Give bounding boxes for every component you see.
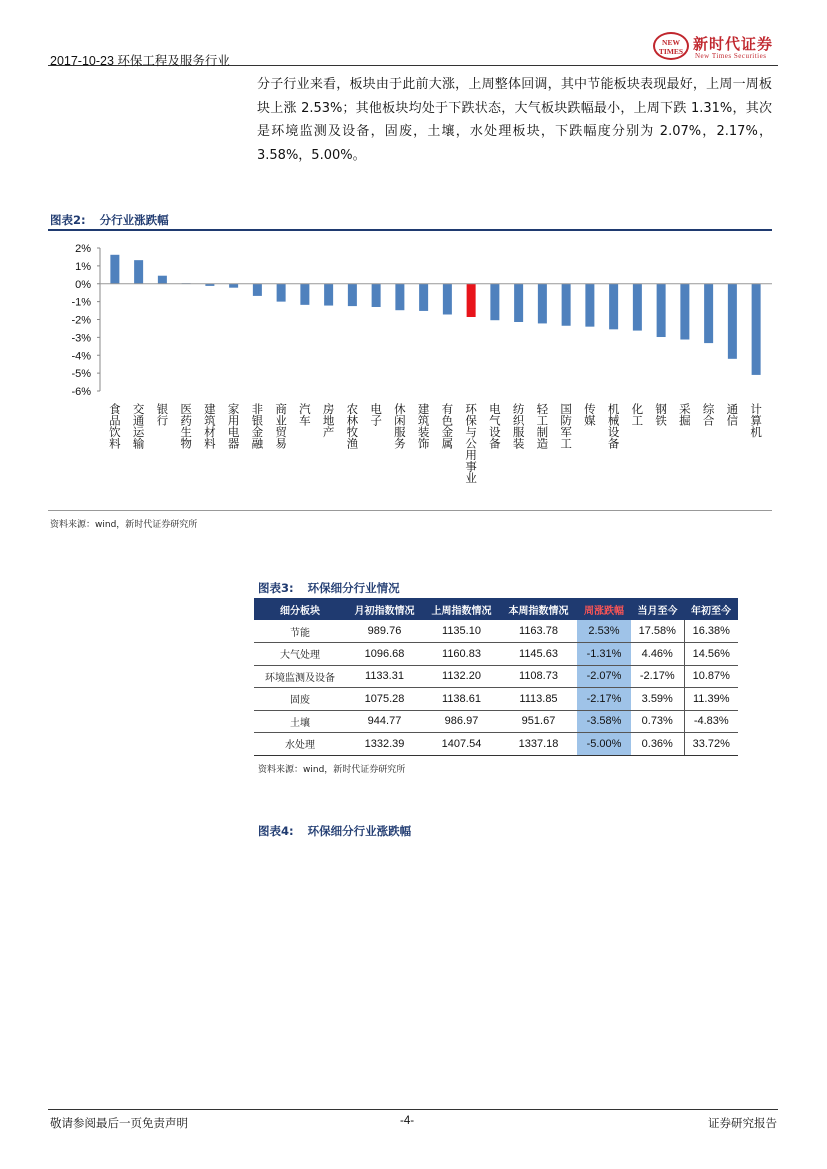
figure2-title — [50, 212, 169, 228]
x-category-label: 农林牧渔 — [345, 403, 360, 449]
cell-month-start: 989.76 — [346, 620, 423, 643]
col-header-month-start: 月初指数情况 — [346, 598, 423, 620]
bar — [728, 284, 737, 359]
footer-disclaimer: 敬请参阅最后一页免责声明 — [50, 1116, 188, 1130]
cell-month-to-date: 17.58% — [631, 620, 684, 643]
bar — [134, 260, 143, 284]
cell-sector: 水处理 — [254, 733, 346, 756]
x-category-label: 食品饮料 — [107, 403, 122, 449]
x-category-label: 商业贸易 — [274, 403, 289, 449]
cell-sector: 固废 — [254, 688, 346, 711]
cell-month-start: 1096.68 — [346, 643, 423, 666]
cell-month-start: 1332.39 — [346, 733, 423, 756]
y-tick-label: -5% — [71, 368, 91, 381]
cell-month-to-date: -2.17% — [631, 665, 684, 688]
figure4-caption: 环保细分行业涨跌幅 — [307, 824, 412, 838]
cell-this-week: 1108.73 — [500, 665, 577, 688]
cell-month-start: 1075.28 — [346, 688, 423, 711]
col-header-year-to-date: 年初至今 — [684, 598, 738, 620]
cell-weekly-change: -2.07% — [577, 665, 631, 688]
y-tick-label: -6% — [71, 386, 91, 398]
cell-weekly-change: -5.00% — [577, 733, 631, 756]
cell-month-to-date: 3.59% — [631, 688, 684, 711]
cell-sector: 环境监测及设备 — [254, 665, 346, 688]
y-tick-label: 2% — [75, 243, 91, 255]
table-header-row — [254, 598, 738, 620]
cell-this-week: 1337.18 — [500, 733, 577, 756]
x-category-label: 轻工制造 — [535, 403, 550, 449]
cell-last-week: 1138.61 — [423, 688, 500, 711]
cell-year-to-date: 33.72% — [684, 733, 738, 756]
x-category-label: 建筑装饰 — [416, 403, 431, 449]
cell-month-start: 1133.31 — [346, 665, 423, 688]
table-row — [254, 733, 738, 756]
x-category-label: 非银金融 — [250, 403, 265, 449]
cell-this-week: 1163.78 — [500, 620, 577, 643]
cell-year-to-date: -4.83% — [684, 710, 738, 733]
cell-this-week: 951.67 — [500, 710, 577, 733]
x-category-label: 国防军工 — [559, 403, 574, 449]
header-title: 2017-10-23 环保工程及服务行业 — [50, 54, 230, 68]
x-category-label: 环保与公用事业 — [464, 403, 479, 484]
bar — [300, 284, 309, 305]
x-category-label: 有色金属 — [440, 403, 455, 449]
y-tick-label: -2% — [71, 314, 91, 327]
y-tick-label: 1% — [75, 260, 91, 273]
x-category-label: 汽车 — [297, 403, 312, 426]
page-number: -4- — [400, 1115, 415, 1127]
col-header-this-week: 本周指数情况 — [500, 598, 577, 620]
logo-name: 新时代证券 — [693, 35, 774, 53]
y-tick-label: -1% — [71, 296, 91, 309]
cell-year-to-date: 10.87% — [684, 665, 738, 688]
bar — [633, 284, 642, 331]
cell-this-week: 1113.85 — [500, 688, 577, 711]
cell-weekly-change: -3.58% — [577, 710, 631, 733]
footer-report-type: 证券研究报告 — [708, 1116, 777, 1130]
table-row — [254, 620, 738, 643]
x-category-label: 纺织服装 — [511, 403, 526, 449]
x-category-label: 电子 — [369, 403, 384, 426]
company-logo — [653, 32, 778, 62]
page-header — [48, 30, 778, 66]
bar — [538, 284, 547, 324]
y-tick-label: -3% — [71, 332, 91, 345]
cell-sector: 大气处理 — [254, 643, 346, 666]
table-row — [254, 710, 738, 733]
figure3-label: 图表3: — [258, 581, 294, 595]
figure4-label: 图表4: — [258, 824, 294, 838]
bar — [253, 284, 262, 296]
bar — [704, 284, 713, 343]
cell-year-to-date: 14.56% — [684, 643, 738, 666]
bar — [419, 284, 428, 311]
col-header-weekly-change: 周涨跌幅 — [577, 598, 631, 620]
bar — [110, 255, 119, 284]
x-category-label: 电气设备 — [487, 403, 502, 449]
x-category-label: 采掘 — [677, 403, 692, 426]
x-category-label: 综合 — [701, 403, 716, 426]
x-category-label: 机械设备 — [606, 403, 621, 449]
x-category-label: 房地产 — [321, 403, 336, 438]
logo-english-name: New Times Securities — [695, 52, 767, 60]
bar — [609, 284, 618, 330]
bar — [348, 284, 357, 306]
col-header-last-week: 上周指数情况 — [423, 598, 500, 620]
cell-last-week: 1132.20 — [423, 665, 500, 688]
bar — [585, 284, 594, 327]
x-category-label: 银行 — [155, 403, 170, 426]
bar — [277, 284, 286, 302]
figure2-source: 资料来源：wind，新时代证券研究所 — [50, 520, 198, 530]
cell-last-week: 1407.54 — [423, 733, 500, 756]
cell-year-to-date: 11.39% — [684, 688, 738, 711]
bar — [514, 284, 523, 322]
cell-month-to-date: 4.46% — [631, 643, 684, 666]
x-category-label: 传媒 — [582, 403, 597, 426]
sub-industry-table — [254, 598, 738, 756]
x-category-label: 家用电器 — [226, 403, 241, 449]
table-row — [254, 688, 738, 711]
cell-month-to-date: 0.36% — [631, 733, 684, 756]
cell-sector: 节能 — [254, 620, 346, 643]
figure2-bottom-rule — [48, 510, 772, 511]
cell-last-week: 1160.83 — [423, 643, 500, 666]
cell-weekly-change: -1.31% — [577, 643, 631, 666]
bar — [490, 284, 499, 320]
figure4-title — [258, 823, 411, 839]
figure3-source: 资料来源：wind，新时代证券研究所 — [258, 765, 406, 775]
bar — [467, 284, 476, 317]
y-tick-label: -4% — [71, 350, 91, 363]
table-row — [254, 665, 738, 688]
analysis-paragraph: 分子行业来看，板块由于此前大涨，上周整体回调，其中节能板块表现最好，上周一周板块上涨 2.53%；其他板块均处于下跌状态，大气板块跌幅最小，上周下跌 1.31%，其次是环境监测及设备，固废，土壤，水处理板块，下跌幅度分别为 2.07%，2.17%，3.58%，5.00%。 — [257, 77, 772, 163]
bar — [324, 284, 333, 306]
x-category-label: 休闲服务 — [392, 403, 407, 449]
bar — [443, 284, 452, 315]
x-category-label: 钢铁 — [654, 403, 669, 426]
cell-year-to-date: 16.38% — [684, 620, 738, 643]
col-header-sector: 细分板块 — [254, 598, 346, 620]
bar — [158, 276, 167, 284]
bar — [229, 284, 238, 288]
cell-weekly-change: -2.17% — [577, 688, 631, 711]
bar — [395, 284, 404, 310]
cell-last-week: 986.97 — [423, 710, 500, 733]
cell-sector: 土壤 — [254, 710, 346, 733]
bar — [372, 284, 381, 307]
cell-weekly-change: 2.53% — [577, 620, 631, 643]
logo-emblem-icon: NEW TIMES — [653, 32, 689, 60]
bar — [657, 284, 666, 337]
figure3-caption: 环保细分行业情况 — [307, 581, 400, 595]
col-header-month-to-date: 当月至今 — [631, 598, 684, 620]
figure2-label: 图表2: — [50, 213, 86, 227]
table-row — [254, 643, 738, 666]
footer-rule — [48, 1109, 778, 1110]
bar — [680, 284, 689, 340]
y-tick-label: 0% — [75, 278, 91, 291]
x-category-label: 通信 — [725, 403, 740, 426]
x-category-label: 交通运输 — [131, 403, 146, 449]
x-category-label: 计算机 — [749, 403, 764, 438]
bar — [562, 284, 571, 326]
bar — [752, 284, 761, 375]
figure3-title — [258, 580, 400, 596]
industry-change-bar-chart — [50, 234, 772, 506]
x-category-label: 化工 — [630, 403, 645, 426]
cell-month-start: 944.77 — [346, 710, 423, 733]
cell-last-week: 1135.10 — [423, 620, 500, 643]
figure2-caption: 分行业涨跌幅 — [99, 213, 169, 227]
x-category-label: 建筑材料 — [202, 403, 217, 449]
cell-this-week: 1145.63 — [500, 643, 577, 666]
cell-month-to-date: 0.73% — [631, 710, 684, 733]
x-category-label: 医药生物 — [179, 403, 194, 449]
figure2-title-rule — [48, 229, 772, 231]
